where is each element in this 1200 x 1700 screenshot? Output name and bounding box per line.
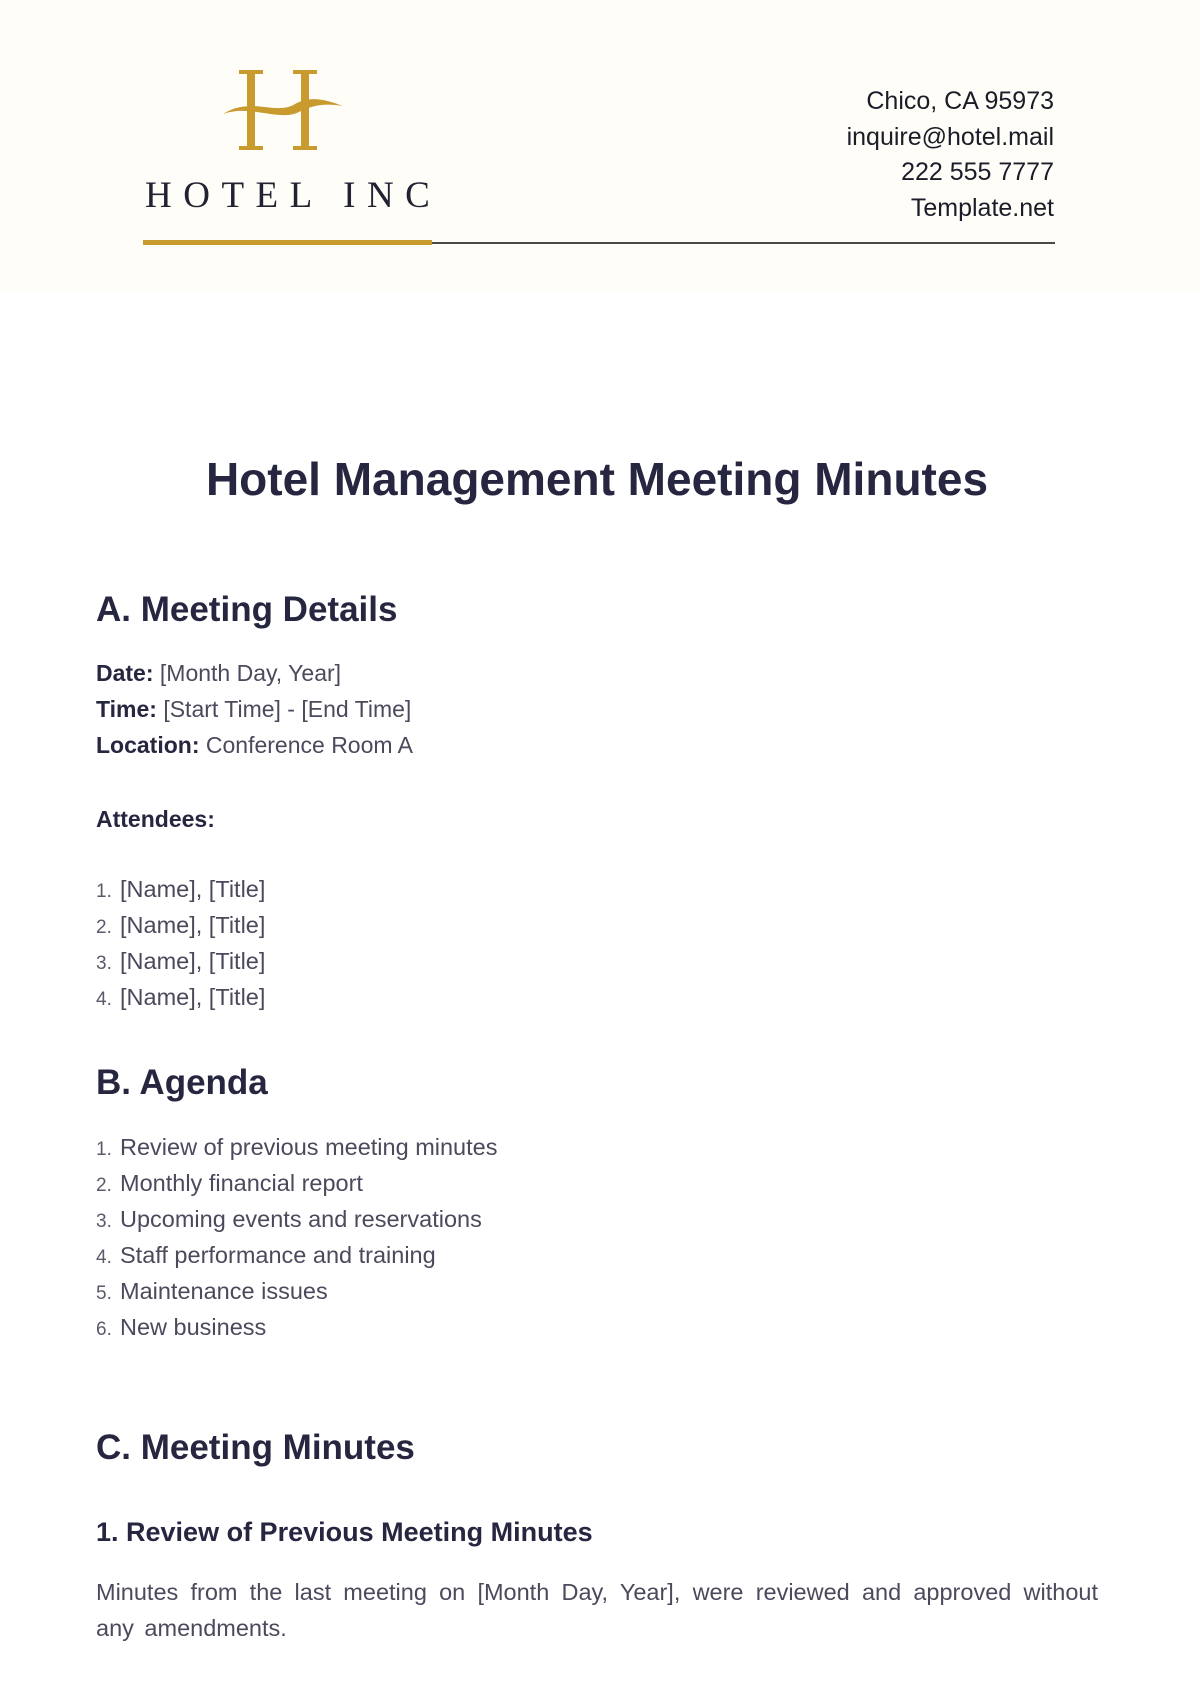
section-a-heading: A. Meeting Details <box>96 590 398 629</box>
date-label: Date: <box>96 660 154 686</box>
list-item: 1. Review of previous meeting minutes <box>96 1134 498 1160</box>
date-field <box>96 660 341 687</box>
location-value: Conference Room A <box>199 732 414 758</box>
attendees-list <box>96 871 265 1015</box>
time-value: [Start Time] - [End Time] <box>156 696 412 722</box>
attendees-label: Attendees: <box>96 806 215 832</box>
list-item: 1. [Name], [Title] <box>96 876 266 902</box>
list-item: 3. [Name], [Title] <box>96 948 266 974</box>
list-item: 4. Staff performance and training <box>96 1242 436 1268</box>
website-text: Template.net <box>910 193 1054 222</box>
address-text: Chico, CA 95973 <box>866 87 1054 115</box>
hotel-logo <box>143 70 442 220</box>
list-item: 2. Monthly financial report <box>96 1170 363 1196</box>
agenda-list <box>96 1129 497 1345</box>
list-item: 2. [Name], [Title] <box>96 912 266 938</box>
list-item: 3. Upcoming events and reservations <box>96 1206 482 1232</box>
time-field <box>96 696 411 723</box>
phone-text: 222 555 7777 <box>901 158 1054 186</box>
location-field <box>96 732 413 759</box>
section-c-heading: C. Meeting Minutes <box>96 1428 415 1467</box>
subsection-paragraph: Minutes from the last meeting on [Month Day, Year], were reviewed and approved without any amendments. <box>96 1579 1098 1641</box>
header-rule-accent <box>143 240 432 245</box>
location-label: Location: <box>96 732 200 758</box>
email-text: inquire@hotel.mail <box>846 122 1054 151</box>
brand-name: HOTEL INC <box>145 175 442 216</box>
time-label: Time: <box>96 696 157 722</box>
list-item: 5. Maintenance issues <box>96 1278 328 1304</box>
section-b-heading: B. Agenda <box>96 1063 268 1102</box>
page-title: Hotel Management Meeting Minutes <box>205 453 989 505</box>
header-rule <box>432 242 1055 244</box>
date-value: [Month Day, Year] <box>153 660 342 686</box>
contact-block <box>847 84 1054 226</box>
list-item: 6. New business <box>96 1314 267 1340</box>
subsection-heading: 1. Review of Previous Meeting Minutes <box>96 1517 593 1547</box>
hotel-monogram-icon <box>221 70 345 152</box>
list-item: 4. [Name], [Title] <box>96 984 266 1010</box>
